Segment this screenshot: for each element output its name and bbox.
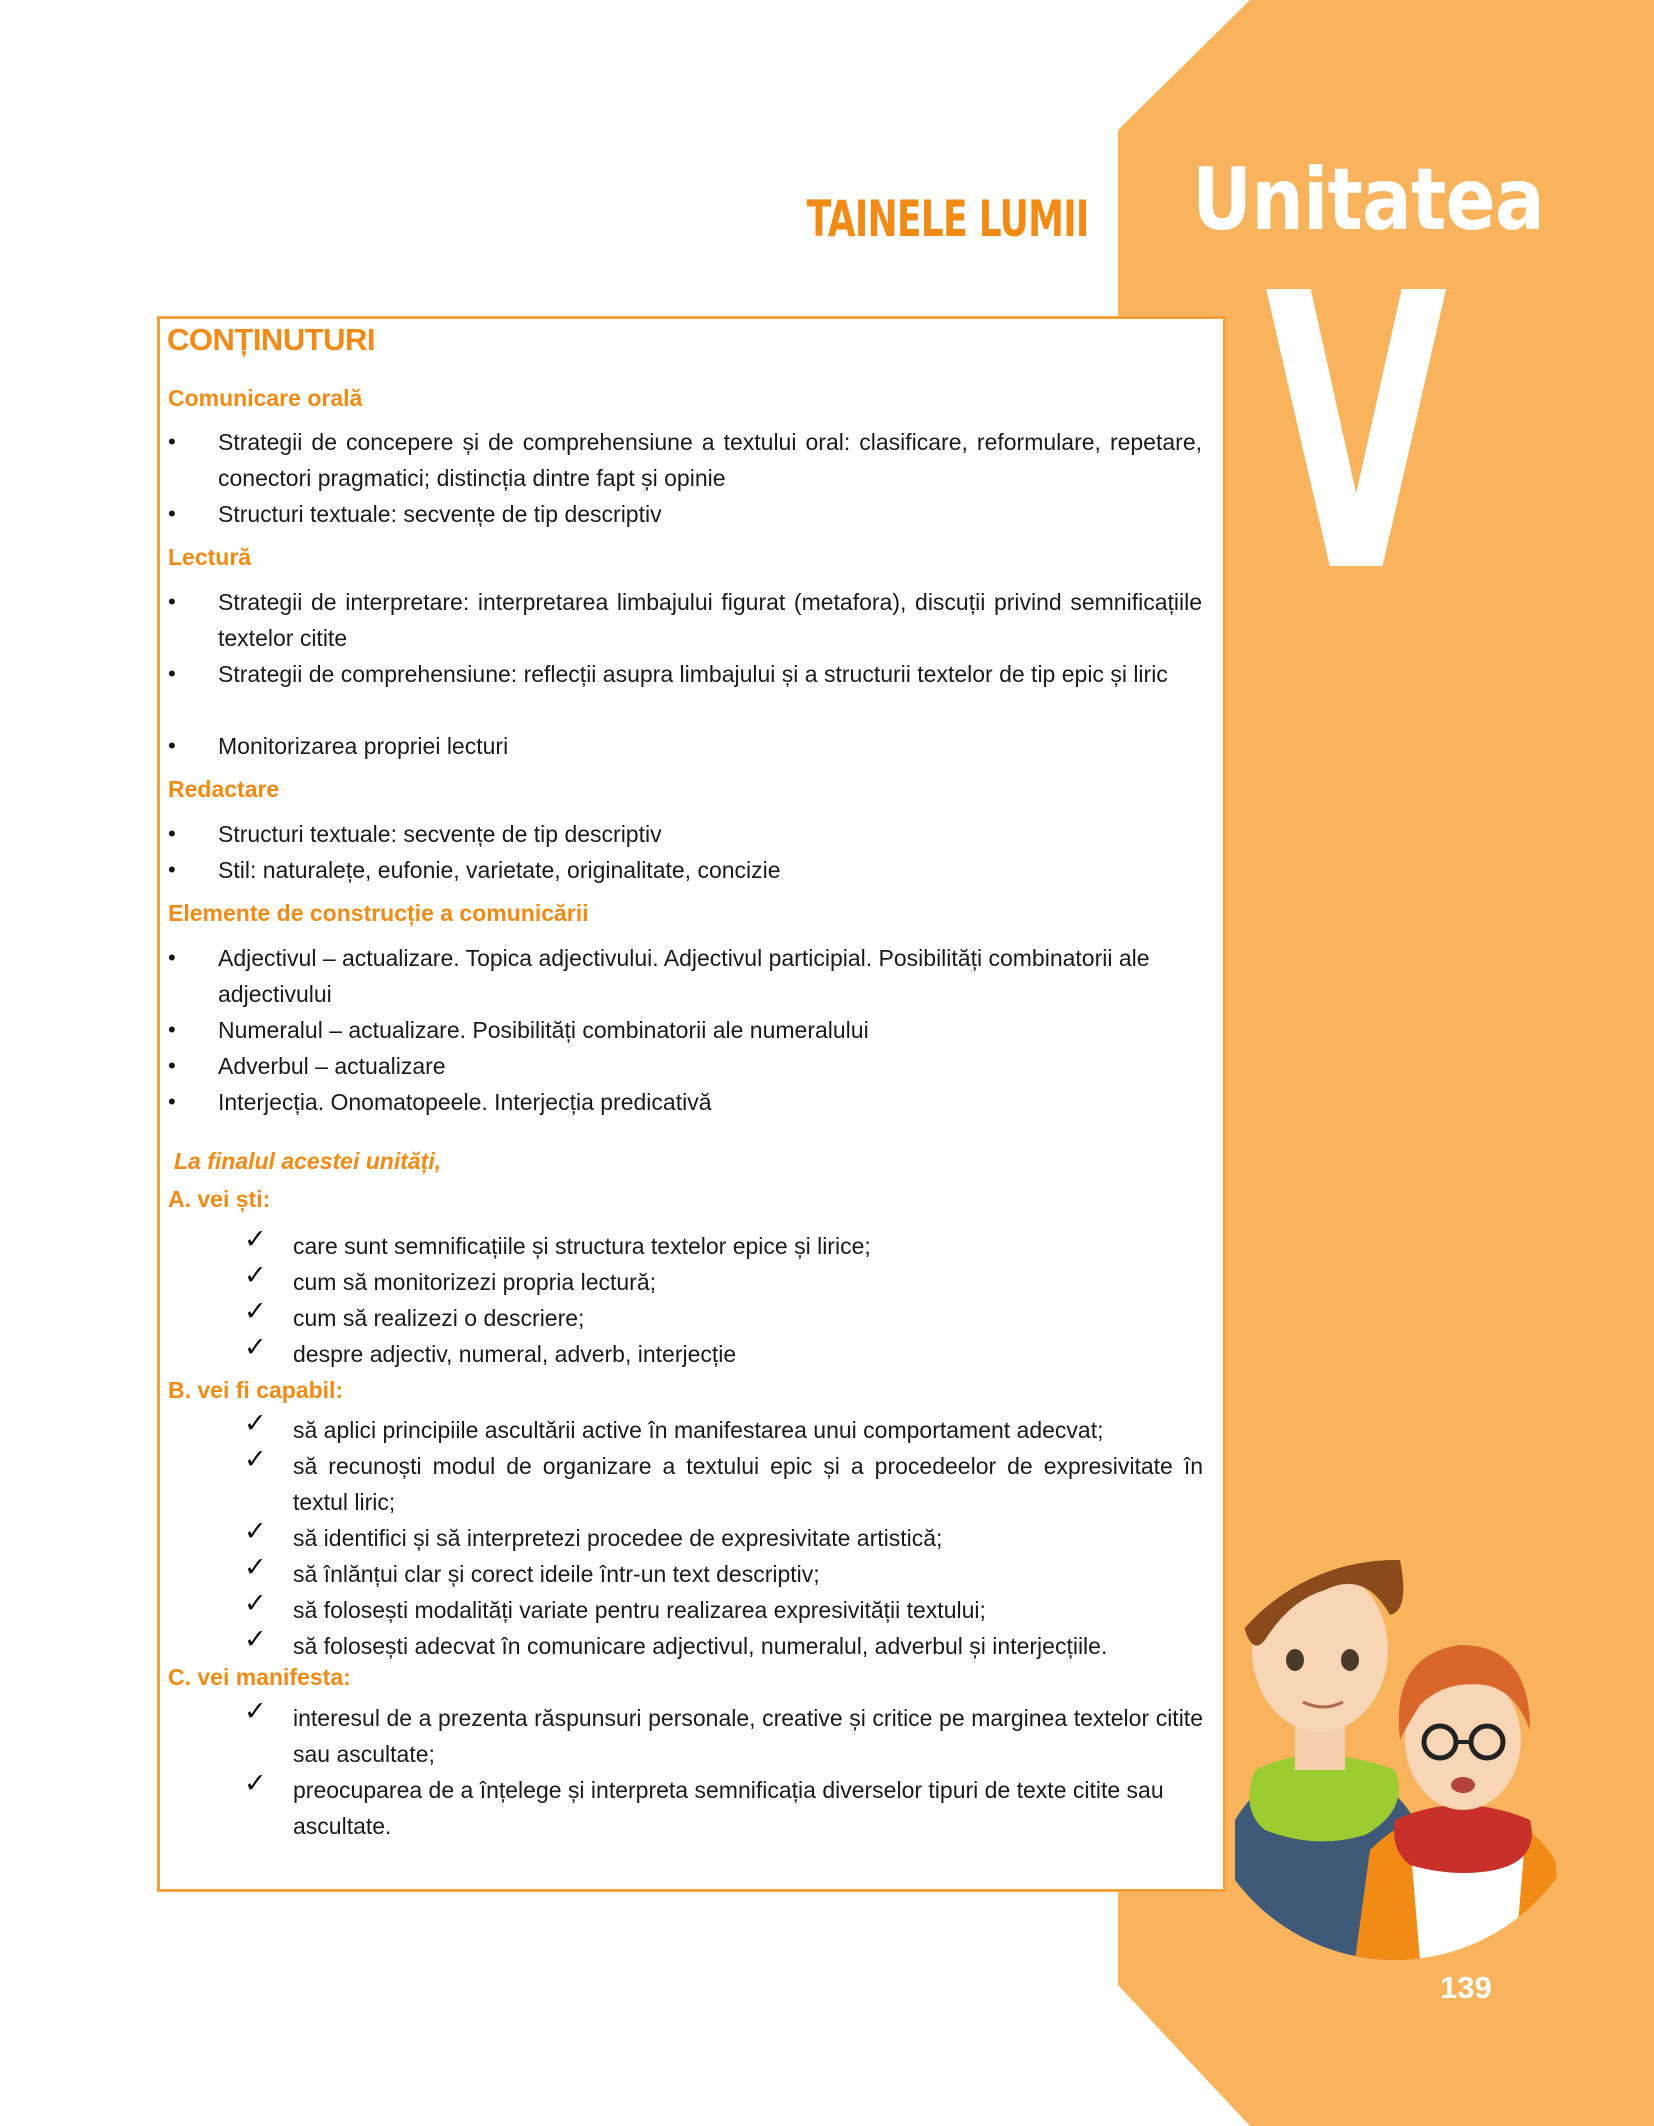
list-item: Interjecția. Onomatopeele. Interjecția predicativă [218,1089,712,1115]
check-icon: ✓ [244,1516,267,1546]
outcome-item: să folosești adecvat în comunicare adjectivul, numeralul, adverbul și interjecțiile. [293,1633,1108,1659]
subsection-heading: Redactare [168,776,280,802]
bullet-icon: • [168,733,176,758]
list-item: Adverbul – actualizare [218,1053,446,1079]
outcome-group-heading: B. vei fi capabil: [168,1377,344,1403]
outcome-item: cum să realizezi o descriere; [293,1305,585,1331]
list-item: Stil: naturalețe, eufonie, varietate, originalitate, concizie [218,857,781,883]
subsection-heading: Comunicare orală [168,385,363,411]
subsection-heading: Lectură [168,544,252,570]
check-icon: ✓ [244,1260,267,1290]
bullet-icon: • [168,857,176,882]
check-icon: ✓ [244,1224,267,1254]
page-number: 139 [1440,1970,1492,2005]
check-icon: ✓ [244,1408,267,1438]
outcome-item: să folosești modalități variate pentru realizarea expresivității textului; [293,1597,986,1623]
check-icon: ✓ [244,1588,267,1618]
outcome-item: să înlănțui clar și corect ideile într-un text descriptiv; [293,1561,820,1587]
contents-title: CONȚINUTURI [167,322,376,357]
unit-numeral: V [1265,213,1448,656]
outcome-item: interesul de a prezenta răspunsuri personale, creative și critice pe marginea textelor citite sau ascultate; [293,1705,1203,1767]
subsection-heading: Elemente de construcție a comunicării [168,900,589,926]
bullet-icon: • [168,501,176,526]
list-item: Structuri textuale: secvențe de tip descriptiv [218,501,662,527]
check-icon: ✓ [244,1696,267,1726]
outcome-item: să recunoști modul de organizare a textului epic și a procedeelor de expresivitate în textul liric; [293,1453,1203,1515]
unit-label: Unitatea [1192,150,1544,250]
outcome-item: care sunt semnificațiile și structura textelor epice și lirice; [293,1233,871,1259]
outcome-group-heading: C. vei manifesta: [168,1664,351,1690]
students-illustration [1195,1440,1595,1960]
list-item: Strategii de comprehensiune: reflecții asupra limbajului și a structurii textelor de tip epic și liric [218,661,1168,687]
check-icon: ✓ [244,1768,267,1798]
list-item: Strategii de interpretare: interpretarea limbajului figurat (metafora), discuții privind semnificațiile textelor citite [218,589,1202,651]
bullet-icon: • [168,821,176,846]
bullet-icon: • [168,1089,176,1114]
outcome-item: să aplici principiile ascultării active în manifestarea unui comportament adecvat; [293,1417,1104,1443]
check-icon: ✓ [244,1332,267,1362]
outcome-item: despre adjectiv, numeral, adverb, interjecție [293,1341,737,1367]
check-icon: ✓ [244,1296,267,1326]
check-icon: ✓ [244,1624,267,1654]
outcome-group-heading: A. vei ști: [168,1186,271,1212]
outcomes-intro: La finalul acestei unități, [174,1148,442,1174]
list-item: Numeralul – actualizare. Posibilități combinatorii ale numeralului [218,1017,869,1043]
outcome-item: preocuparea de a înțelege și interpreta semnificația diverselor tipuri de texte citite sau ascultate. [293,1777,1164,1839]
bullet-icon: • [168,429,176,454]
bullet-icon: • [168,589,176,614]
outcome-item: cum să monitorizezi propria lectură; [293,1269,657,1295]
list-item: Structuri textuale: secvențe de tip descriptiv [218,821,662,847]
bullet-icon: • [168,945,176,970]
bullet-icon: • [168,661,176,686]
bullet-icon: • [168,1053,176,1078]
bullet-icon: • [168,1017,176,1042]
list-item: Strategii de concepere și de comprehensiune a textului oral: clasificare, reformulare, repetare, conectori pragmatici; distincția dintre fapt și opinie [218,429,1202,491]
check-icon: ✓ [244,1552,267,1582]
check-icon: ✓ [244,1444,267,1474]
list-item: Monitorizarea propriei lecturi [218,733,509,759]
list-item: Adjectivul – actualizare. Topica adjectivului. Adjectivul participial. Posibilități combinatorii ale adjectivului [218,945,1150,1007]
outcome-item: să identifici și să interpretezi procedee de expresivitate artistică; [293,1525,943,1551]
section-title: TAINELE LUMII [807,190,1089,248]
